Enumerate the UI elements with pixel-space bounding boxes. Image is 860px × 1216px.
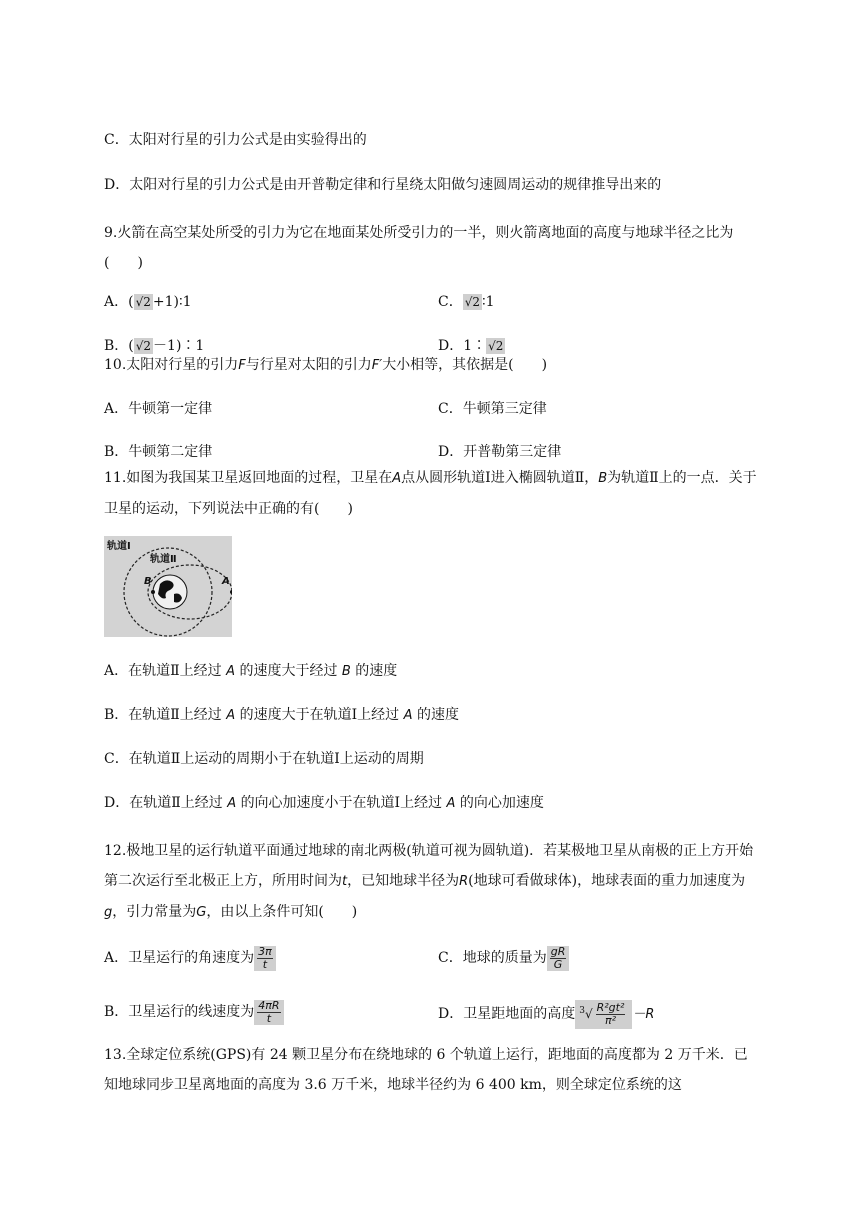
sqrt2-formula: √2 [464, 295, 480, 309]
q8-option-d: D．太阳对行星的引力公式是由开普勒定律和行星绕太阳做匀速圆周运动的规律推导出来的 [104, 177, 662, 193]
q9-stem: 9.火箭在高空某处所受的引力为它在地面某处所受引力的一半，则火箭离地面的高度与地球半径之比为( ) [104, 225, 734, 271]
q9-option-c: C． √2 ∶1 [438, 294, 495, 310]
q10-option-a: A．牛顿第一定律 [104, 401, 213, 417]
q12-option-c: C．地球的质量为 $\frac{gR}{G}$ [438, 944, 569, 972]
earth-icon [153, 575, 187, 609]
q9-option-a: A．( √2 +1)∶1 [104, 294, 192, 310]
fraction-formula: $\frac{4\pi R}{t}$ [254, 1000, 283, 1025]
q11-option-a: A．在轨道Ⅱ上经过 A 的速度大于经过 B 的速度 [104, 663, 398, 679]
q12-option-a: A．卫星运行的角速度为 $\frac{3\pi}{t}$ [104, 944, 276, 972]
point-a-label: A [222, 576, 230, 587]
point-b-label: B [144, 576, 152, 587]
q9-option-d: D．1∶ √2 [438, 338, 504, 354]
q12-option-d: D．卫星距地面的高度 $^3$√ $\frac{\text{R²gt²}}{\text{π²}}$ －R [438, 1000, 655, 1027]
q10-stem: 10.太阳对行星的引力F与行星对太阳的引力F′大小相等，其依据是( ) [104, 357, 548, 373]
q8-option-c: C．太阳对行星的引力公式是由实验得出的 [104, 132, 367, 148]
orbit-figure [104, 536, 232, 637]
fraction-formula: $\frac{3\pi}{t}$ [254, 946, 276, 971]
q10-option-c: C．牛顿第三定律 [438, 401, 547, 417]
q13-stem: 13.全球定位系统(GPS)有 24 颗卫星分布在绕地球的 6 个轨道上运行，距地面的高度都为 2 万千米．已知地球同步卫星离地面的高度为 3.6 万千米，地球半径约为 6 400 km，则全球定位系统的这 [104, 1047, 748, 1093]
fraction-formula: $\frac{gR}{G}$ [547, 946, 570, 971]
q11-option-b: B．在轨道Ⅱ上经过 A 的速度大于在轨道Ⅰ上经过 A 的速度 [104, 707, 459, 723]
cube-root-formula: $^3$√ $\frac{\text{R²gt²}}{\text{π²}}$ [575, 1000, 632, 1029]
q12-option-b: B．卫星运行的线速度为 $\frac{4\pi R}{t}$ [104, 998, 284, 1026]
q9-option-b: B．( √2 －1)∶1 [104, 338, 205, 354]
q11-stem: 11.如图为我国某卫星返回地面的过程，卫星在A点从圆形轨道Ⅰ进入椭圆轨道Ⅱ，B为轨道Ⅱ上的一点．关于卫星的运动，下列说法中正确的有( ) [104, 470, 757, 517]
orbit-1-label: 轨道Ⅰ [107, 541, 131, 552]
sqrt2-formula: √2 [135, 339, 152, 353]
sqrt2-formula: √2 [135, 295, 151, 309]
orbit-2-label: 轨道Ⅱ [150, 554, 177, 565]
q11-option-d: D．在轨道Ⅱ上经过 A 的向心加速度小于在轨道Ⅰ上经过 A 的向心加速度 [104, 795, 544, 811]
q10-option-b: B．牛顿第二定律 [104, 444, 213, 460]
q11-option-c: C．在轨道Ⅱ上运动的周期小于在轨道Ⅰ上运动的周期 [104, 751, 424, 767]
q12-stem: 12.极地卫星的运行轨道平面通过地球的南北两极(轨道可视为圆轨道)．若某极地卫星从南极的正上方开始第二次运行至北极正上方，所用时间为t，已知地球半径为R(地球可看做球体)，地球表面的重力加速度为g，引力常量为G，由以上条件可知( ) [104, 843, 754, 920]
q10-option-d: D．开普勒第三定律 [438, 444, 562, 460]
sqrt2-formula: √2 [488, 339, 504, 353]
